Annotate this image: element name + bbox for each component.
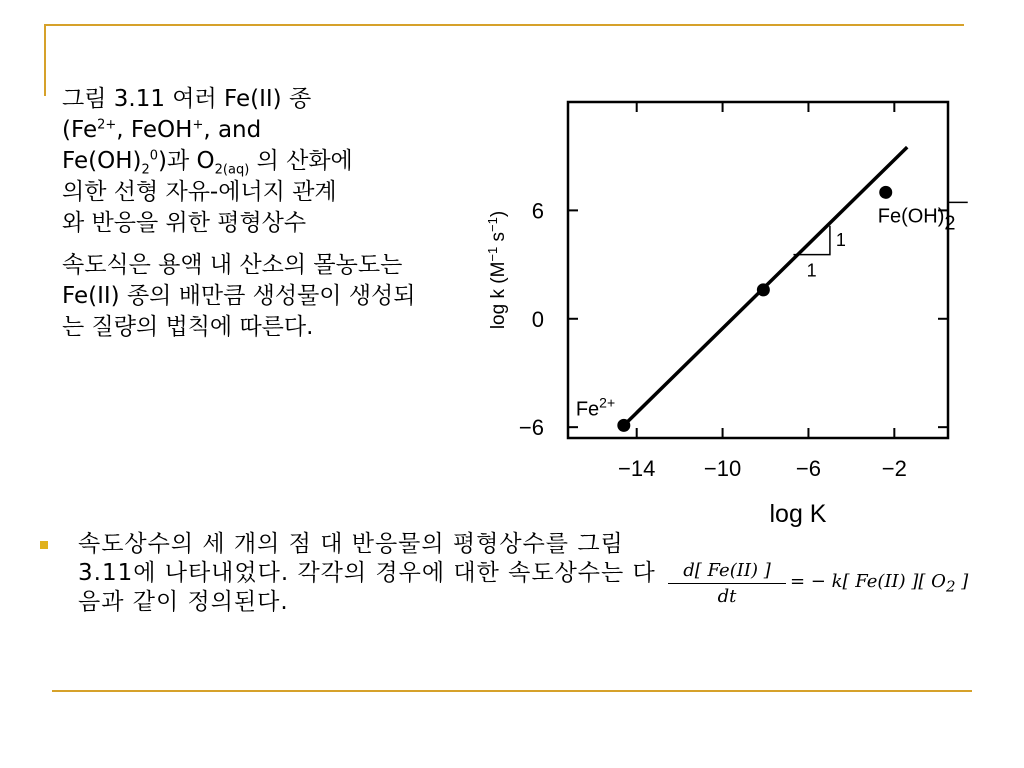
- bottom-divider: [52, 690, 972, 692]
- data-point: [617, 419, 630, 432]
- x-tick-label: −10: [703, 456, 742, 481]
- x-tick-label: −2: [881, 456, 907, 481]
- x-tick-label: −6: [795, 456, 821, 481]
- plot-frame: [568, 102, 948, 438]
- y-tick-label: 6: [531, 198, 544, 224]
- rate-equation: [668, 560, 1018, 620]
- figure-caption: [62, 84, 432, 343]
- y-tick-label: −6: [518, 415, 544, 441]
- data-point: [757, 283, 770, 296]
- y-tick-label: 0: [531, 306, 544, 332]
- caption-paragraph: 속도식은 용액 내 산소의 몰농도는 Fe(II) 종의 배만큼 생성물이 생성되는 질량의 법칙에 따른다.: [62, 252, 416, 340]
- feoh2-point-label: Fe(OH)2: [877, 205, 956, 235]
- data-point: [879, 186, 892, 199]
- x-axis-label: log K: [769, 500, 827, 528]
- slope-run-label: 1: [806, 260, 817, 281]
- equation-rhs: = − k[ Fe(II) ][ $O_2$ ]: [790, 571, 969, 596]
- bullet-text: 속도상수의 세 개의 점 대 반응물의 평형상수를 그림 3.11에 나타내었다. 각각의 경우에 대한 속도상수는 다음과 같이 정의된다.: [78, 531, 656, 615]
- log-k-vs-log-K-chart: [470, 86, 980, 536]
- fe2-point-label: $Fe^{2+}$: [575, 394, 616, 421]
- equation-fraction: [668, 560, 786, 607]
- slope-rise-label: 1: [835, 230, 846, 251]
- top-divider: [44, 24, 964, 26]
- caption-title: 그림 3.11 여러 Fe(II) 종 ($Fe^{2+}$, FeOH+, and $Fe(OH)_2^0$)과 $O_{2(aq)}$ 의 산화에 의한 선형 자유-에너지 관계 와 반응을 위한 평형상수: [62, 86, 353, 236]
- y-axis-label: log k ($M^{-1}$ $s^{-1}$): [485, 210, 509, 330]
- left-accent-bar: [44, 24, 46, 96]
- bullet-square-icon: [40, 541, 48, 549]
- x-tick-label: −14: [618, 456, 656, 481]
- equation-denominator: dt: [717, 586, 737, 607]
- equation-numerator: d[ Fe(II) ]: [668, 560, 786, 584]
